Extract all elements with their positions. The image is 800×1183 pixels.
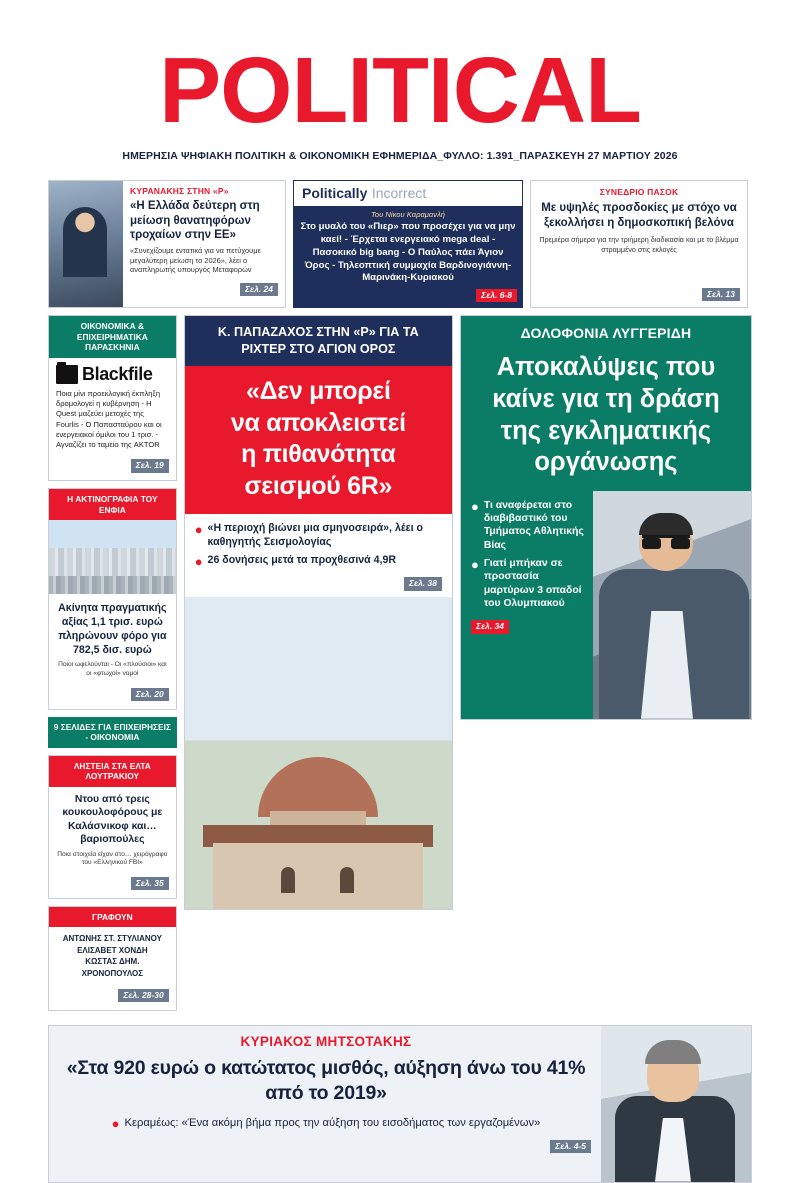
bullet-list bbox=[185, 514, 452, 597]
story-elta-robbery[interactable] bbox=[48, 755, 177, 899]
subheadline: Ποια στοιχεία είχαν στο… χειρόγραφο του «Ελληνικού FBI» bbox=[57, 850, 168, 867]
kicker-label: ΚΥΡΑΝΑΚΗΣ ΣΤΗΝ «Ρ» bbox=[130, 186, 229, 197]
left-column bbox=[48, 315, 177, 1017]
contributor-name: ΑΝΤΩΝΗΣ ΣΤ. ΣΤΥΛΙΑΝΟΥ bbox=[62, 934, 162, 944]
list-item bbox=[471, 557, 587, 610]
bullet-text: Τι αναφέρεται στο διαβιβαστικό του Τμήματος Αθλητικής Βίας bbox=[483, 499, 584, 551]
subheadline: «Συνεχίζουμε εντατικά για να πετύχουμε μεγαλύτερη μείωση το 2026», λέει ο αναπληρωτής υπουργός Μεταφορών bbox=[130, 246, 261, 275]
bullet-dot-icon: ● bbox=[470, 557, 479, 573]
cityscape-photo bbox=[49, 520, 176, 594]
byline: Του Νίκου Καραμανλή bbox=[370, 210, 446, 220]
kicker-banner bbox=[185, 316, 452, 366]
subheadline-row bbox=[61, 1116, 591, 1131]
blackfile-wordmark: Blackfile bbox=[82, 363, 153, 384]
story-mitsotakis-wage[interactable] bbox=[48, 1025, 752, 1183]
subheadline: Πρεμιέρα σήμερα για την τριήμερη διαδικασία και με το βλέμμα στραμμένο στις εκλογές bbox=[539, 235, 739, 254]
bullet-text: «Η περιοχή βιώνει μια σμηνοσειρά», λέει ο καθηγητής Σεισμολογίας bbox=[207, 522, 423, 548]
masthead-strapline: ΗΜΕΡΗΣΙΑ ΨΗΦΙΑΚΗ ΠΟΛΙΤΙΚΗ & ΟΙΚΟΝΟΜΙΚΗ ΕΦΗΜΕΡΙΔΑ_ΦΥΛΛΟ: 1.391_ΠΑΡΑΣΚΕΥΗ 27 ΜΑΡΤΙΟΥ 2026 bbox=[122, 150, 678, 163]
folder-icon bbox=[56, 365, 78, 384]
teaser-line-2: Πασοκικό big bang - Ο Παύλος πάει Άγιον Όρος - Τηλεοπτική συμμαχία Βαρδινογιάννη-Μαρινάκη-Κυριακού bbox=[304, 246, 512, 284]
kicker-label: ΚΥΡΙΑΚΟΣ ΜΗΤΣΟΤΑΚΗΣ bbox=[240, 1033, 412, 1049]
story-lyggeridis-murder[interactable] bbox=[460, 315, 752, 719]
headline: Ντου από τρεις κουκουλοφόρους με Καλάσνικοφ και… βαριοπούλες bbox=[62, 793, 163, 846]
lead-story-earthquake[interactable] bbox=[184, 315, 453, 910]
list-item bbox=[471, 499, 587, 552]
bullet-dot-icon: ● bbox=[111, 1116, 120, 1132]
church-window bbox=[281, 867, 295, 893]
page-reference[interactable]: Σελ. 13 bbox=[702, 288, 740, 301]
headline-banner bbox=[461, 350, 751, 490]
headline: «Στα 920 ευρώ ο κατώτατος μισθός, αύξηση άνω του 41% από το 2019» bbox=[66, 1056, 586, 1104]
headline-line-3: η πιθανότητα bbox=[241, 440, 396, 469]
headline-line-2: να αποκλειστεί bbox=[230, 408, 406, 437]
church-body bbox=[213, 843, 423, 909]
list-item bbox=[195, 522, 442, 549]
kicker-label: ΔΟΛΟΦΟΝΙΑ ΛΥΓΓΕΡΙΔΗ bbox=[461, 316, 751, 350]
section-header: ΟΙΚΟΝΟΜΙΚΑ & ΕΠΙΧΕΙΡΗΜΑΤΙΚΑ ΠΑΡΑΣΚΗΝΙΑ bbox=[49, 316, 176, 358]
contributors-box[interactable] bbox=[48, 906, 177, 1011]
top-stories-strip bbox=[48, 180, 752, 308]
page-reference[interactable]: Σελ. 38 bbox=[404, 577, 442, 590]
bullet-list bbox=[461, 491, 593, 719]
headline: «Η Ελλάδα δεύτερη στη μείωση θανατηφόρων τροχαίων στην ΕΕ» bbox=[130, 200, 260, 241]
photo-hair bbox=[645, 1040, 701, 1064]
section-header: ΓΡΑΦΟΥΝ bbox=[49, 907, 176, 928]
headline-line-1: Αποκαλύψεις που bbox=[496, 353, 716, 382]
page-reference[interactable]: Σελ. 20 bbox=[131, 688, 169, 701]
subheadline: Ποιοι ωφελούνται - Οι «πλούσιοι» και οι «φτωχοί» νομοί bbox=[58, 661, 167, 677]
headline-banner bbox=[185, 366, 452, 514]
kicker-label: Κ. ΠΑΠΑΖΑΧΟΣ ΣΤΗΝ «Ρ» ΓΙΑ ΤΑ ΡΙΧΤΕΡ ΣΤΟ ΑΓΙΟΝ ΟΡΟΣ bbox=[217, 325, 419, 356]
bullet-dot-icon: ● bbox=[194, 554, 203, 570]
headline-line-4: οργάνωσης bbox=[534, 448, 678, 477]
page-reference[interactable]: Σελ. 19 bbox=[131, 459, 169, 472]
bullet-text: Γιατί μπήκαν σε προστασία μαρτύρων 3 οπαδοί του Ολυμπιακού bbox=[483, 558, 582, 609]
subheadline: Κεραμέως: «Ένα ακόμη βήμα προς την αύξηση του εισοδήματος των εργαζομένων» bbox=[124, 1117, 541, 1130]
main-grid bbox=[48, 315, 752, 1017]
page-reference[interactable]: Σελ. 34 bbox=[471, 620, 509, 633]
masthead bbox=[48, 0, 752, 162]
contributor-name: ΕΛΙΣΑΒΕΤ ΧΟΝΔΗ bbox=[77, 945, 148, 955]
kicker-label: ΣΥΝΕΔΡΙΟ ΠΑΣΟΚ bbox=[599, 187, 679, 198]
portrait-photo-mitsotakis bbox=[601, 1026, 751, 1182]
story-enfia[interactable] bbox=[48, 488, 177, 709]
top-story-pasok[interactable] bbox=[530, 180, 748, 308]
contributor-name: ΚΩΣΤΑΣ ΔΗΜ. ΧΡΟΝΟΠΟΥΛΟΣ bbox=[81, 957, 144, 978]
suspect-photo bbox=[593, 491, 751, 719]
headline: Ακίνητα πραγματικής αξίας 1,1 τρισ. ευρώ πληρώνουν φόρο για 782,5 δισ. ευρώ bbox=[58, 602, 167, 656]
page-reference[interactable]: Σελ. 4-5 bbox=[550, 1140, 591, 1153]
story-blackfile[interactable] bbox=[48, 315, 177, 481]
page-reference[interactable]: Σελ. 6-8 bbox=[476, 289, 517, 302]
center-column bbox=[184, 315, 453, 1017]
publication-logo: POLITICAL bbox=[159, 38, 641, 142]
church-dome bbox=[258, 757, 378, 817]
headline-line-1: «Δεν μπορεί bbox=[246, 377, 391, 406]
section-header: Η ΑΚΤΙΝΟΓΡΑΦΙΑ ΤΟΥ ΕΝΦΙΑ bbox=[49, 489, 176, 520]
sunglasses-icon bbox=[642, 535, 690, 546]
headline: Με υψηλές προσδοκίες με στόχο να ξεκολλήσει η δημοσκοπική βελόνα bbox=[541, 202, 737, 229]
church-window bbox=[340, 867, 354, 893]
page-reference[interactable]: Σελ. 24 bbox=[240, 283, 278, 296]
top-story-kyranakis[interactable] bbox=[48, 180, 286, 308]
bullet-text: 26 δονήσεις μετά τα προχθεσινά 4,9R bbox=[207, 554, 397, 567]
promo-strip-business-pages[interactable]: 9 ΣΕΛΙΔΕΣ ΓΙΑ ΕΠΙΧΕΙΡΗΣΕΙΣ - ΟΙΚΟΝΟΜΙΑ bbox=[48, 717, 177, 748]
portrait-photo-kyranakis bbox=[49, 181, 123, 307]
list-item bbox=[195, 554, 442, 568]
right-column bbox=[460, 315, 752, 1017]
teaser-line-1: Στο μυαλό του «Πιερ» που προσέχει για να μην καεί! - Έρχεται ενεργειακό mega deal - bbox=[300, 221, 516, 246]
section-header: ΛΗΣΤΕΙΑ ΣΤΑ ΕΛΤΑ ΛΟΥΤΡΑΚΙΟΥ bbox=[49, 756, 176, 787]
column-title-part2: Incorrect bbox=[371, 185, 427, 202]
column-title bbox=[294, 181, 522, 206]
bullet-dot-icon: ● bbox=[470, 498, 479, 514]
column-politically-incorrect[interactable] bbox=[293, 180, 523, 308]
headline-line-3: της εγκληματικής bbox=[500, 416, 712, 445]
column-title-part1: Politically bbox=[302, 185, 368, 202]
page-reference[interactable]: Σελ. 35 bbox=[131, 877, 169, 890]
church-photo bbox=[185, 597, 452, 909]
bullet-dot-icon: ● bbox=[194, 522, 203, 538]
photo-hair bbox=[639, 513, 693, 535]
page-reference[interactable]: Σελ. 28-30 bbox=[118, 989, 168, 1002]
headline-line-2: καίνε για τη δράση bbox=[492, 384, 720, 413]
body-text: Ποια μίνι προεκλογική έκπληξη δρομολογεί η κυβέρνηση - Η Quest μαζεύει μετοχές της Fourlis - Ο Παπασταύρου και οι ενεργειακοί όμιλοι του 1 τρισ. - Αγναζίζει το ταμείο της AKTOR bbox=[56, 388, 162, 450]
headline-line-4: σεισμού 6R» bbox=[244, 471, 393, 500]
